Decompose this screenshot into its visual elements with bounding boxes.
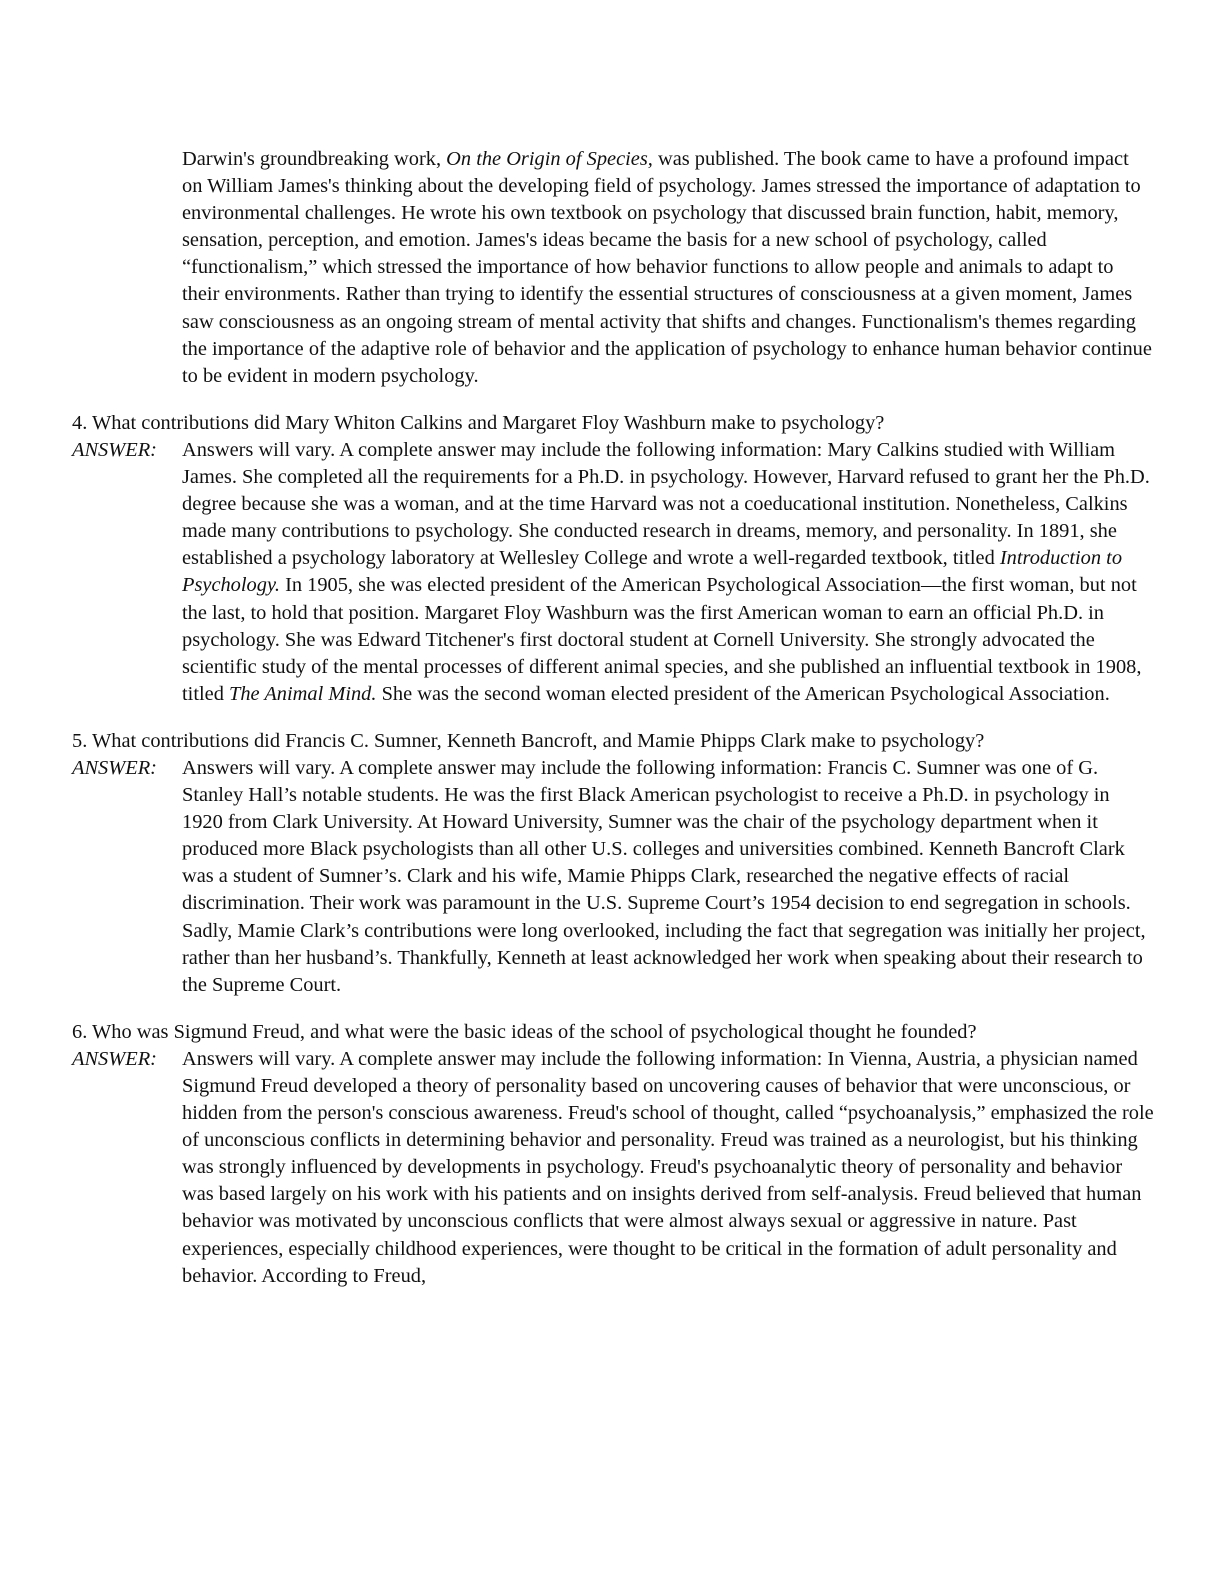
book-title-animal-mind: The Animal Mind. — [229, 682, 377, 705]
question-5-text: 5. What contributions did Francis C. Sumner, Kenneth Bancroft, and Mamie Phipps Clark make to psychology? — [72, 729, 985, 752]
answer-4 — [72, 437, 1154, 708]
answer-6-label: ANSWER: — [72, 1047, 157, 1070]
book-title-origin-of-species: On the Origin of Species, — [446, 148, 653, 170]
answer-5 — [72, 755, 1154, 999]
question-4 — [72, 410, 1154, 708]
answer-5-text: Answers will vary. A complete answer may include the following information: Francis C. Sumner was one of G. Stanley Hall’s notable students. He was the first Black American psychologist to receive a Ph.D. in psychology in 1920 from Clark University. At Howard University, Sumner was the chair of the psychology department when it produced more Black psychologists than all other U.S. colleges and universities combined. Kenneth Bancroft Clark was a student of Sumner’s. Clark and his wife, Mamie Phipps Clark, researched the negative effects of racial discrimination. Their work was paramount in the U.S. Supreme Court’s 1954 decision to end segregation in schools. Sadly, Mamie Clark’s contributions were long overlooked, including the fact that segregation was initially her project, rather than her husband’s. Thankfully, Kenneth at least acknowledged her work when speaking about their research to the Supreme Court. — [182, 756, 1146, 996]
answer-4-text-2: In 1905, she was elected president of the American Psychological Association—the first woman, but not the last, to hold that position. Margaret Floy Washburn was the first American woman to earn an official Ph.D. in psychology. She was Edward Titchener's first doctoral student at Cornell University. She strongly advocated the scientific study of the mental processes of different animal species, and she published an influential textbook in 1908, titled — [182, 574, 1142, 705]
answer-4-text-1: Answers will vary. A complete answer may include the following information: Mary Calkins studied with William James. She completed all the requirements for a Ph.D. in psychology. However, Harvard refused to grant her the Ph.D. degree because she was a woman, and at the time Harvard was not a coeducational institution. Nonetheless, Calkins made many contributions to psychology. She conducted research in dreams, memory, and personality. In 1891, she established a psychology laboratory at Wellesley College and wrote a well-regarded textbook, titled — [182, 438, 1150, 570]
answer-5-body — [182, 755, 1154, 999]
answer-4-body — [182, 437, 1154, 708]
answer-6-text: Answers will vary. A complete answer may include the following information: In Vienna, Austria, a physician named Sigmund Freud developed a theory of personality based on uncovering causes of behavior that were unconscious, or hidden from the person's conscious awareness. Freud's school of thought, called “psychoanalysis,” emphasized the role of unconscious conflicts in determining behavior and personality. Freud was trained as a neurologist, but his thinking was strongly influenced by developments in psychology. Freud's psychoanalytic theory of personality and behavior was based largely on his work with his patients and on insights derived from self-analysis. Freud believed that human behavior was motivated by unconscious conflicts that were almost always sexual or aggressive in nature. Past experiences, especially childhood experiences, were thought to be critical in the formation of adult personality and behavior. According to Freud, — [182, 1047, 1154, 1287]
answer-4-text-3: She was the second woman elected president of the American Psychological Association. — [376, 682, 1110, 705]
question-6-text: 6. Who was Sigmund Freud, and what were the basic ideas of the school of psychological thought he founded? — [72, 1020, 977, 1043]
question-4-text: 4. What contributions did Mary Whiton Calkins and Margaret Floy Washburn make to psychology? — [72, 411, 885, 434]
answer-4-label: ANSWER: — [72, 438, 157, 461]
answer-6 — [72, 1046, 1154, 1290]
book-title-introduction-to-psychology: Introduction to Psychology. — [182, 547, 1123, 597]
answer-6-body — [182, 1046, 1154, 1290]
continuation-paragraph — [182, 146, 1154, 390]
continuation-text-1: Darwin's groundbreaking work, — [182, 148, 447, 170]
question-5 — [72, 728, 1154, 999]
answer-5-label: ANSWER: — [72, 756, 157, 779]
continuation-text-2: was published. The book came to have a profound impact on William James's thinking about the developing field of psychology. James stressed the importance of adaptation to environmental challenges. He wrote his own textbook on psychology that discussed brain function, habit, memory, sensation, perception, and emotion. James's ideas became the basis for a new school of psychology, called “functionalism,” which stressed the importance of how behavior functions to allow people and animals to adapt to their environments. Rather than trying to identify the essential structures of consciousness at a given moment, James saw consciousness as an ongoing stream of mental activity that shifts and changes. Functionalism's themes regarding the importance of the adaptive role of behavior and the application of psychology to enhance human behavior continue to be evident in modern psychology. — [182, 148, 1152, 387]
question-6 — [72, 1019, 1154, 1290]
